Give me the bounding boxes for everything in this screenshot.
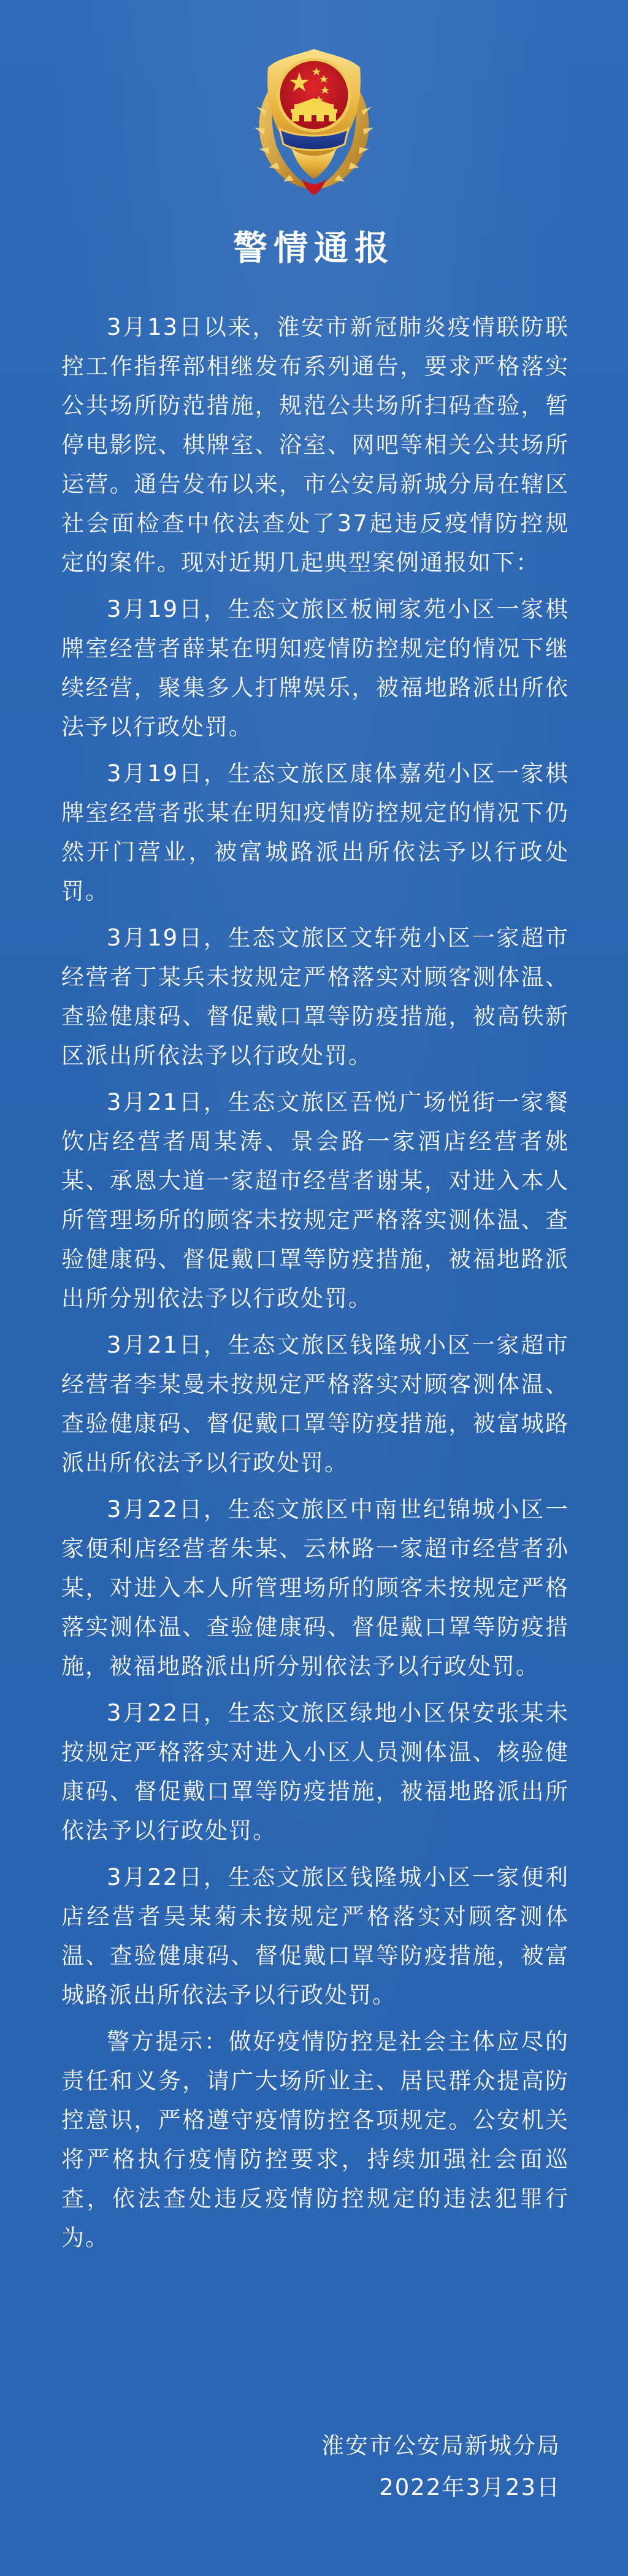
notice-body: [61, 308, 569, 2265]
notice-paragraph-case-2: 3月19日，生态文旅区康体嘉苑小区一家棋牌室经营者张某在明知疫情防控规定的情况下仍然开门营业，被富城路派出所依法予以行政处罚。: [61, 760, 569, 904]
notice-paragraph-intro: 3月13日以来，淮安市新冠肺炎疫情联防联控工作指挥部相继发布系列通告，要求严格落实公共场所防范措施，规范公共场所扫码查验，暂停电影院、棋牌室、浴室、网吧等相关公共场所运营。通告发布以来，市公安局新城分局在辖区社会面检查中依法查处了37起违反疫情防控规定的案件。现对近期几起典型案例通报如下：: [61, 314, 569, 576]
notice-paragraph-case-7: 3月22日，生态文旅区绿地小区保安张某未按规定严格落实对进入小区人员测体温、核验健康码、督促戴口罩等防疫措施，被福地路派出所依法予以行政处罚。: [61, 1700, 569, 1844]
page-title: 警情通报: [233, 229, 395, 269]
notice-paragraph-case-4: 3月21日，生态文旅区吾悦广场悦街一家餐饮店经营者周某涛、景会路一家酒店经营者姚某、承恩大道一家超市经营者谢某，对进入本人所管理场所的顾客未按规定严格落实测体温、查验健康码、督促戴口罩等防疫措施，被福地路派出所分别依法予以行政处罚。: [61, 1089, 569, 1312]
police-emblem: [0, 37, 628, 208]
notice-paragraph-warning: 警方提示：做好疫情防控是社会主体应尽的责任和义务，请广大场所业主、居民群众提高防控意识，严格遵守疫情防控各项规定。公安机关将严格执行疫情防控要求，持续加强社会面巡查，依法查处违反疫情防控规定的违法犯罪行为。: [61, 2028, 569, 2251]
issuer-name: 淮安市公安局新城分局: [321, 2433, 561, 2459]
notice-paragraph-case-5: 3月21日，生态文旅区钱隆城小区一家超市经营者李某曼未按规定严格落实对顾客测体温、查验健康码、督促戴口罩等防疫措施，被富城路派出所依法予以行政处罚。: [61, 1332, 569, 1476]
police-emblem-icon: [240, 37, 388, 202]
notice-paragraph-case-3: 3月19日，生态文旅区文轩苑小区一家超市经营者丁某兵未按规定严格落实对顾客测体温、查验健康码、督促戴口罩等防疫措施，被高铁新区派出所依法予以行政处罚。: [61, 925, 569, 1069]
notice-paragraph-case-6: 3月22日，生态文旅区中南世纪锦城小区一家便利店经营者朱某、云林路一家超市经营者孙某，对进入本人所管理场所的顾客未按规定严格落实测体温、查验健康码、督促戴口罩等防疫措施，被福地路派出所分别依法予以行政处罚。: [61, 1496, 569, 1680]
signature-block: [321, 2425, 561, 2509]
notice-paragraph-case-1: 3月19日，生态文旅区板闸家苑小区一家棋牌室经营者薛某在明知疫情防控规定的情况下继续经营，聚集多人打牌娱乐，被福地路派出所依法予以行政处罚。: [61, 596, 569, 740]
notice-paragraph-case-8: 3月22日，生态文旅区钱隆城小区一家便利店经营者吴某菊未按规定严格落实对顾客测体温、查验健康码、督促戴口罩等防疫措施，被富城路派出所依法予以行政处罚。: [61, 1864, 569, 2008]
issue-date: 2022年3月23日: [379, 2474, 561, 2501]
